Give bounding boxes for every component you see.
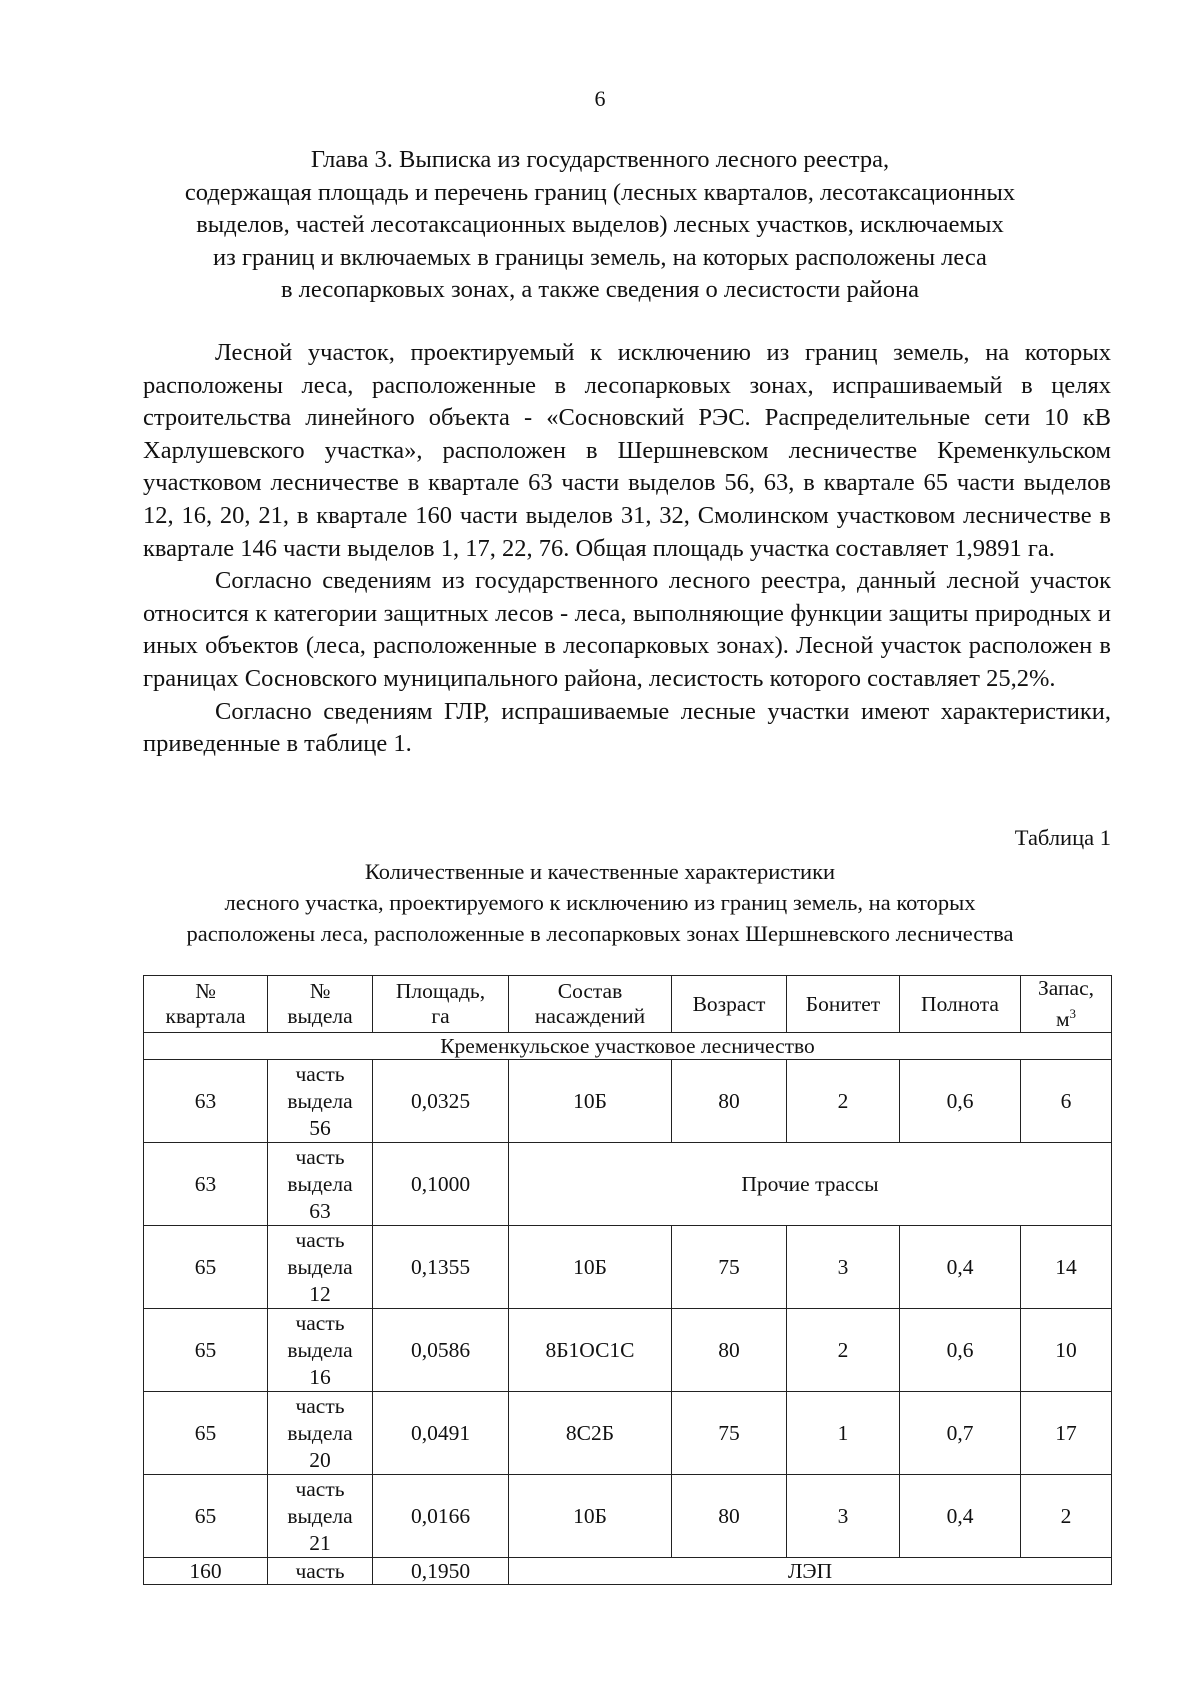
header-kvartal: № квартала [144, 976, 268, 1033]
cell-area: 0,0325 [373, 1060, 509, 1143]
cell-sostav: 10Б [509, 1226, 672, 1309]
chapter-title-line: содержащая площадь и перечень границ (лесных кварталов, лесотаксационных [184, 178, 1016, 206]
chapter-title-line: Глава 3. Выписка из государственного лесного реестра, [310, 146, 890, 173]
cell-polnota: 0,6 [900, 1309, 1021, 1392]
table-row [144, 1226, 1112, 1309]
cell-kvartal: 65 [144, 1226, 268, 1309]
page-number: 6 [594, 86, 606, 111]
cell-bonitet: 3 [787, 1475, 900, 1558]
cell-polnota: 0,6 [900, 1060, 1021, 1143]
cell-bonitet: 1 [787, 1392, 900, 1475]
header-age: Возраст [672, 976, 787, 1033]
cell-vydel: часть выдела 63 [268, 1143, 373, 1226]
cell-kvartal: 160 [144, 1558, 268, 1585]
table-caption-line: Количественные и качественные характеристики [364, 859, 836, 884]
cell-bonitet: 2 [787, 1060, 900, 1143]
cell-area: 0,1000 [373, 1143, 509, 1226]
chapter-title-line: из границ и включаемых в границы земель, на которых расположены леса [213, 243, 987, 271]
cell-zapas: 2 [1021, 1475, 1112, 1558]
header-zapas: Запас, $м^3$ [1021, 976, 1112, 1033]
cell-vydel: часть выдела 16 [268, 1309, 373, 1392]
cell-bonitet: 2 [787, 1309, 900, 1392]
cell-sostav: 10Б [509, 1475, 672, 1558]
header-sostav: Состав насаждений [509, 976, 672, 1033]
cell-area: 0,0166 [373, 1475, 509, 1558]
cell-bonitet: 3 [787, 1226, 900, 1309]
forest-plot-table [143, 975, 1112, 1585]
cell-zapas: 14 [1021, 1226, 1112, 1309]
table-row [144, 1143, 1112, 1226]
cell-age: 80 [672, 1309, 787, 1392]
cell-sostav: 8Б1ОС1С [509, 1309, 672, 1392]
cell-age: 80 [672, 1475, 787, 1558]
paragraph: Лесной участок, проектируемый к исключению из границ земель, на которых расположены леса, расположенные в лесопарковых зонах, испрашиваемый в целях строительства линейного объекта - «Сосновский РЭС. Распределительные сети 10 кВ Харлушевского участка», расположен в Шершневском лесничестве Кременкульском участковом лесничестве в квартале 63 части выделов 56, 63, в квартале 65 части выделов 12, 16, 20, 21, в квартале 160 части выделов 31, 32, Смолинском участковом лесничестве в квартале 146 части выделов 1, 17, 22, 76. Общая площадь участка составляет 1,9891 га. [143, 339, 1111, 562]
header-vydel: № выдела [268, 976, 373, 1033]
cell-zapas: 10 [1021, 1309, 1112, 1392]
table-row [144, 1475, 1112, 1558]
cell-kvartal: 65 [144, 1392, 268, 1475]
cell-age: 75 [672, 1226, 787, 1309]
cell-kvartal: 63 [144, 1060, 268, 1143]
header-bonitet: Бонитет [787, 976, 900, 1033]
header-polnota: Полнота [900, 976, 1021, 1033]
cell-kvartal: 63 [144, 1143, 268, 1226]
cell-kvartal: 65 [144, 1475, 268, 1558]
cell-vydel: часть выдела 56 [268, 1060, 373, 1143]
group-label: Кременкульское участковое лесничество [144, 1033, 1112, 1060]
table-label: Таблица 1 [1014, 825, 1111, 850]
paragraph: Согласно сведениям из государственного лесного реестра, данный лесной участок относится к категории защитных лесов - леса, выполняющие функции защиты природных и иных объектов (леса, расположенные в лесопарковых зонах). Лесной участок расположен в границах Сосновского муниципального района, лесистость которого составляет 25,2%. [143, 567, 1111, 692]
cell-sostav: 8С2Б [509, 1392, 672, 1475]
cell-polnota: 0,7 [900, 1392, 1021, 1475]
cell-age: 75 [672, 1392, 787, 1475]
table-header-row [144, 976, 1112, 1033]
cell-area: 0,0491 [373, 1392, 509, 1475]
table-group-row [144, 1033, 1112, 1060]
table-caption-line: расположены леса, расположенные в лесопарковых зонах Шершневского лесничества [186, 921, 1014, 946]
cell-area: 0,0586 [373, 1309, 509, 1392]
cell-vydel: часть выдела 20 [268, 1392, 373, 1475]
table-row [144, 1060, 1112, 1143]
cell-area: 0,1355 [373, 1226, 509, 1309]
table-row [144, 1392, 1112, 1475]
table-row [144, 1309, 1112, 1392]
cell-area: 0,1950 [373, 1558, 509, 1585]
cell-zapas: 17 [1021, 1392, 1112, 1475]
chapter-title-line: выделов, частей лесотаксационных выделов) лесных участков, исключаемых [196, 211, 1004, 238]
cell-vydel: часть [268, 1558, 373, 1585]
cell-zapas: 6 [1021, 1060, 1112, 1143]
cell-age: 80 [672, 1060, 787, 1143]
chapter-title [130, 144, 1070, 307]
header-area: Площадь, га [373, 976, 509, 1033]
chapter-title-line: в лесопарковых зонах, а также сведения о лесистости района [280, 276, 920, 303]
cell-polnota: 0,4 [900, 1226, 1021, 1309]
cell-polnota: 0,4 [900, 1475, 1021, 1558]
table-row [144, 1558, 1112, 1585]
body-text [143, 337, 1111, 761]
cell-merged-note: Прочие трассы [509, 1143, 1112, 1226]
cell-kvartal: 65 [144, 1309, 268, 1392]
table-caption-line: лесного участка, проектируемого к исключению из границ земель, на которых [224, 890, 976, 915]
cell-vydel: часть выдела 12 [268, 1226, 373, 1309]
paragraph: Согласно сведениям ГЛР, испрашиваемые лесные участки имеют характеристики, приведенные в таблице 1. [143, 697, 1111, 758]
cell-merged-note: ЛЭП [509, 1558, 1112, 1585]
cell-sostav: 10Б [509, 1060, 672, 1143]
table-caption [130, 856, 1070, 949]
cell-vydel: часть выдела 21 [268, 1475, 373, 1558]
